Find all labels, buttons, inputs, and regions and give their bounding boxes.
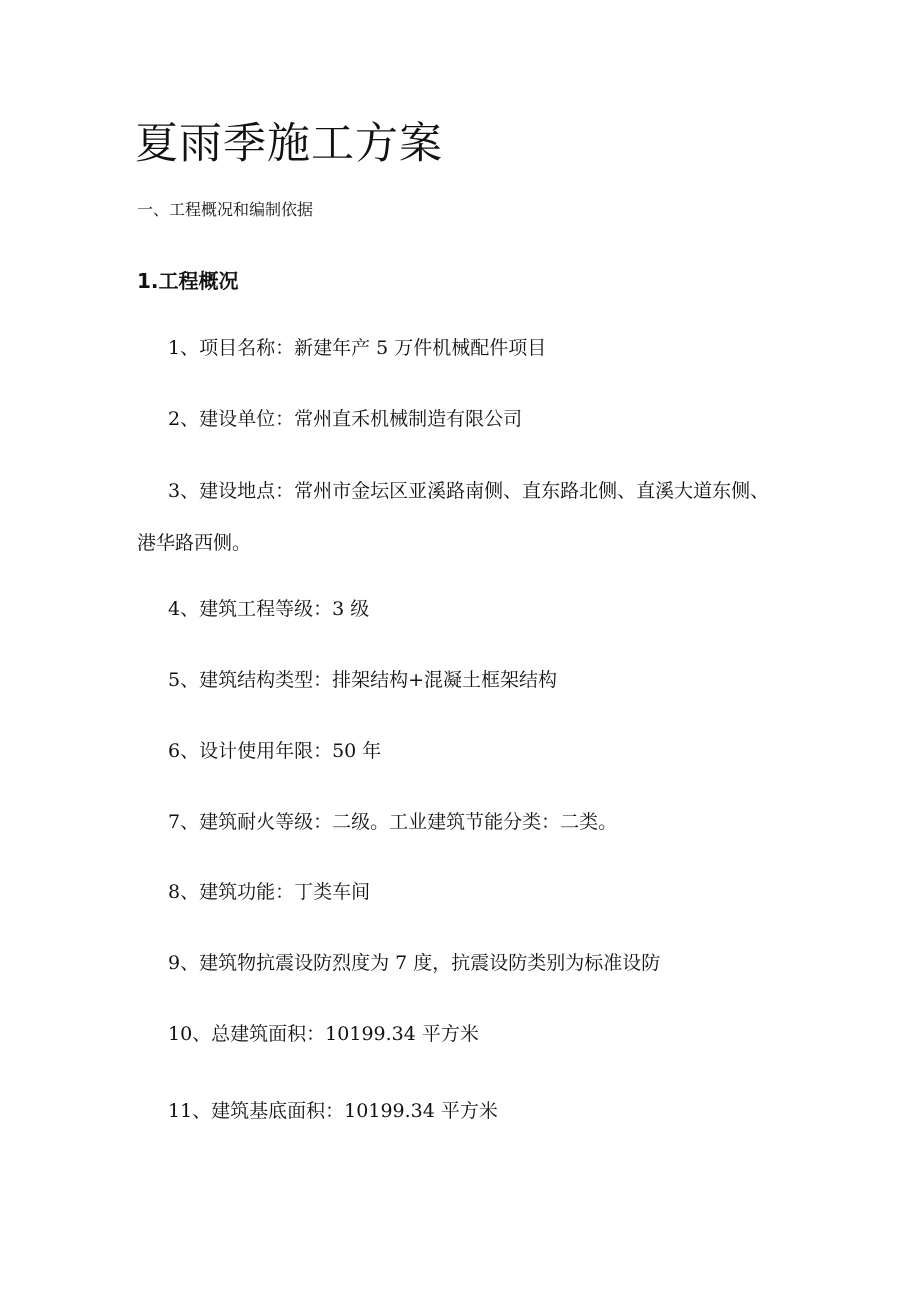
list-item-project-name: 1、项目名称：新建年产 5 万件机械配件项目 xyxy=(168,337,547,359)
list-item-total-floor-area: 10、总建筑面积：10199.34 平方米 xyxy=(168,1023,479,1045)
list-item-base-area: 11、建筑基底面积：10199.34 平方米 xyxy=(168,1100,498,1122)
document-title: 夏雨季施工方案 xyxy=(135,119,443,169)
list-item-construction-unit: 2、建设单位：常州直禾机械制造有限公司 xyxy=(168,408,523,430)
list-item-engineering-grade: 4、建筑工程等级：3 级 xyxy=(168,598,370,620)
section-heading: 一、工程概况和编制依据 xyxy=(137,200,314,219)
list-item-fire-resistance: 7、建筑耐火等级：二级。工业建筑节能分类：二类。 xyxy=(168,811,618,833)
list-item-building-function: 8、建筑功能：丁类车间 xyxy=(168,881,371,903)
list-item-construction-site: 3、建设地点：常州市金坛区亚溪路南侧、直东路北侧、直溪大道东侧、港华路西侧。 xyxy=(137,480,770,554)
list-item-structure-type: 5、建筑结构类型：排架结构+混凝土框架结构 xyxy=(168,669,558,691)
list-item-design-life: 6、设计使用年限：50 年 xyxy=(168,740,382,762)
list-item-seismic-fortification: 9、建筑物抗震设防烈度为 7 度，抗震设防类别为标准设防 xyxy=(168,952,661,974)
sub-heading-project-overview: 1.工程概况 xyxy=(137,269,239,293)
